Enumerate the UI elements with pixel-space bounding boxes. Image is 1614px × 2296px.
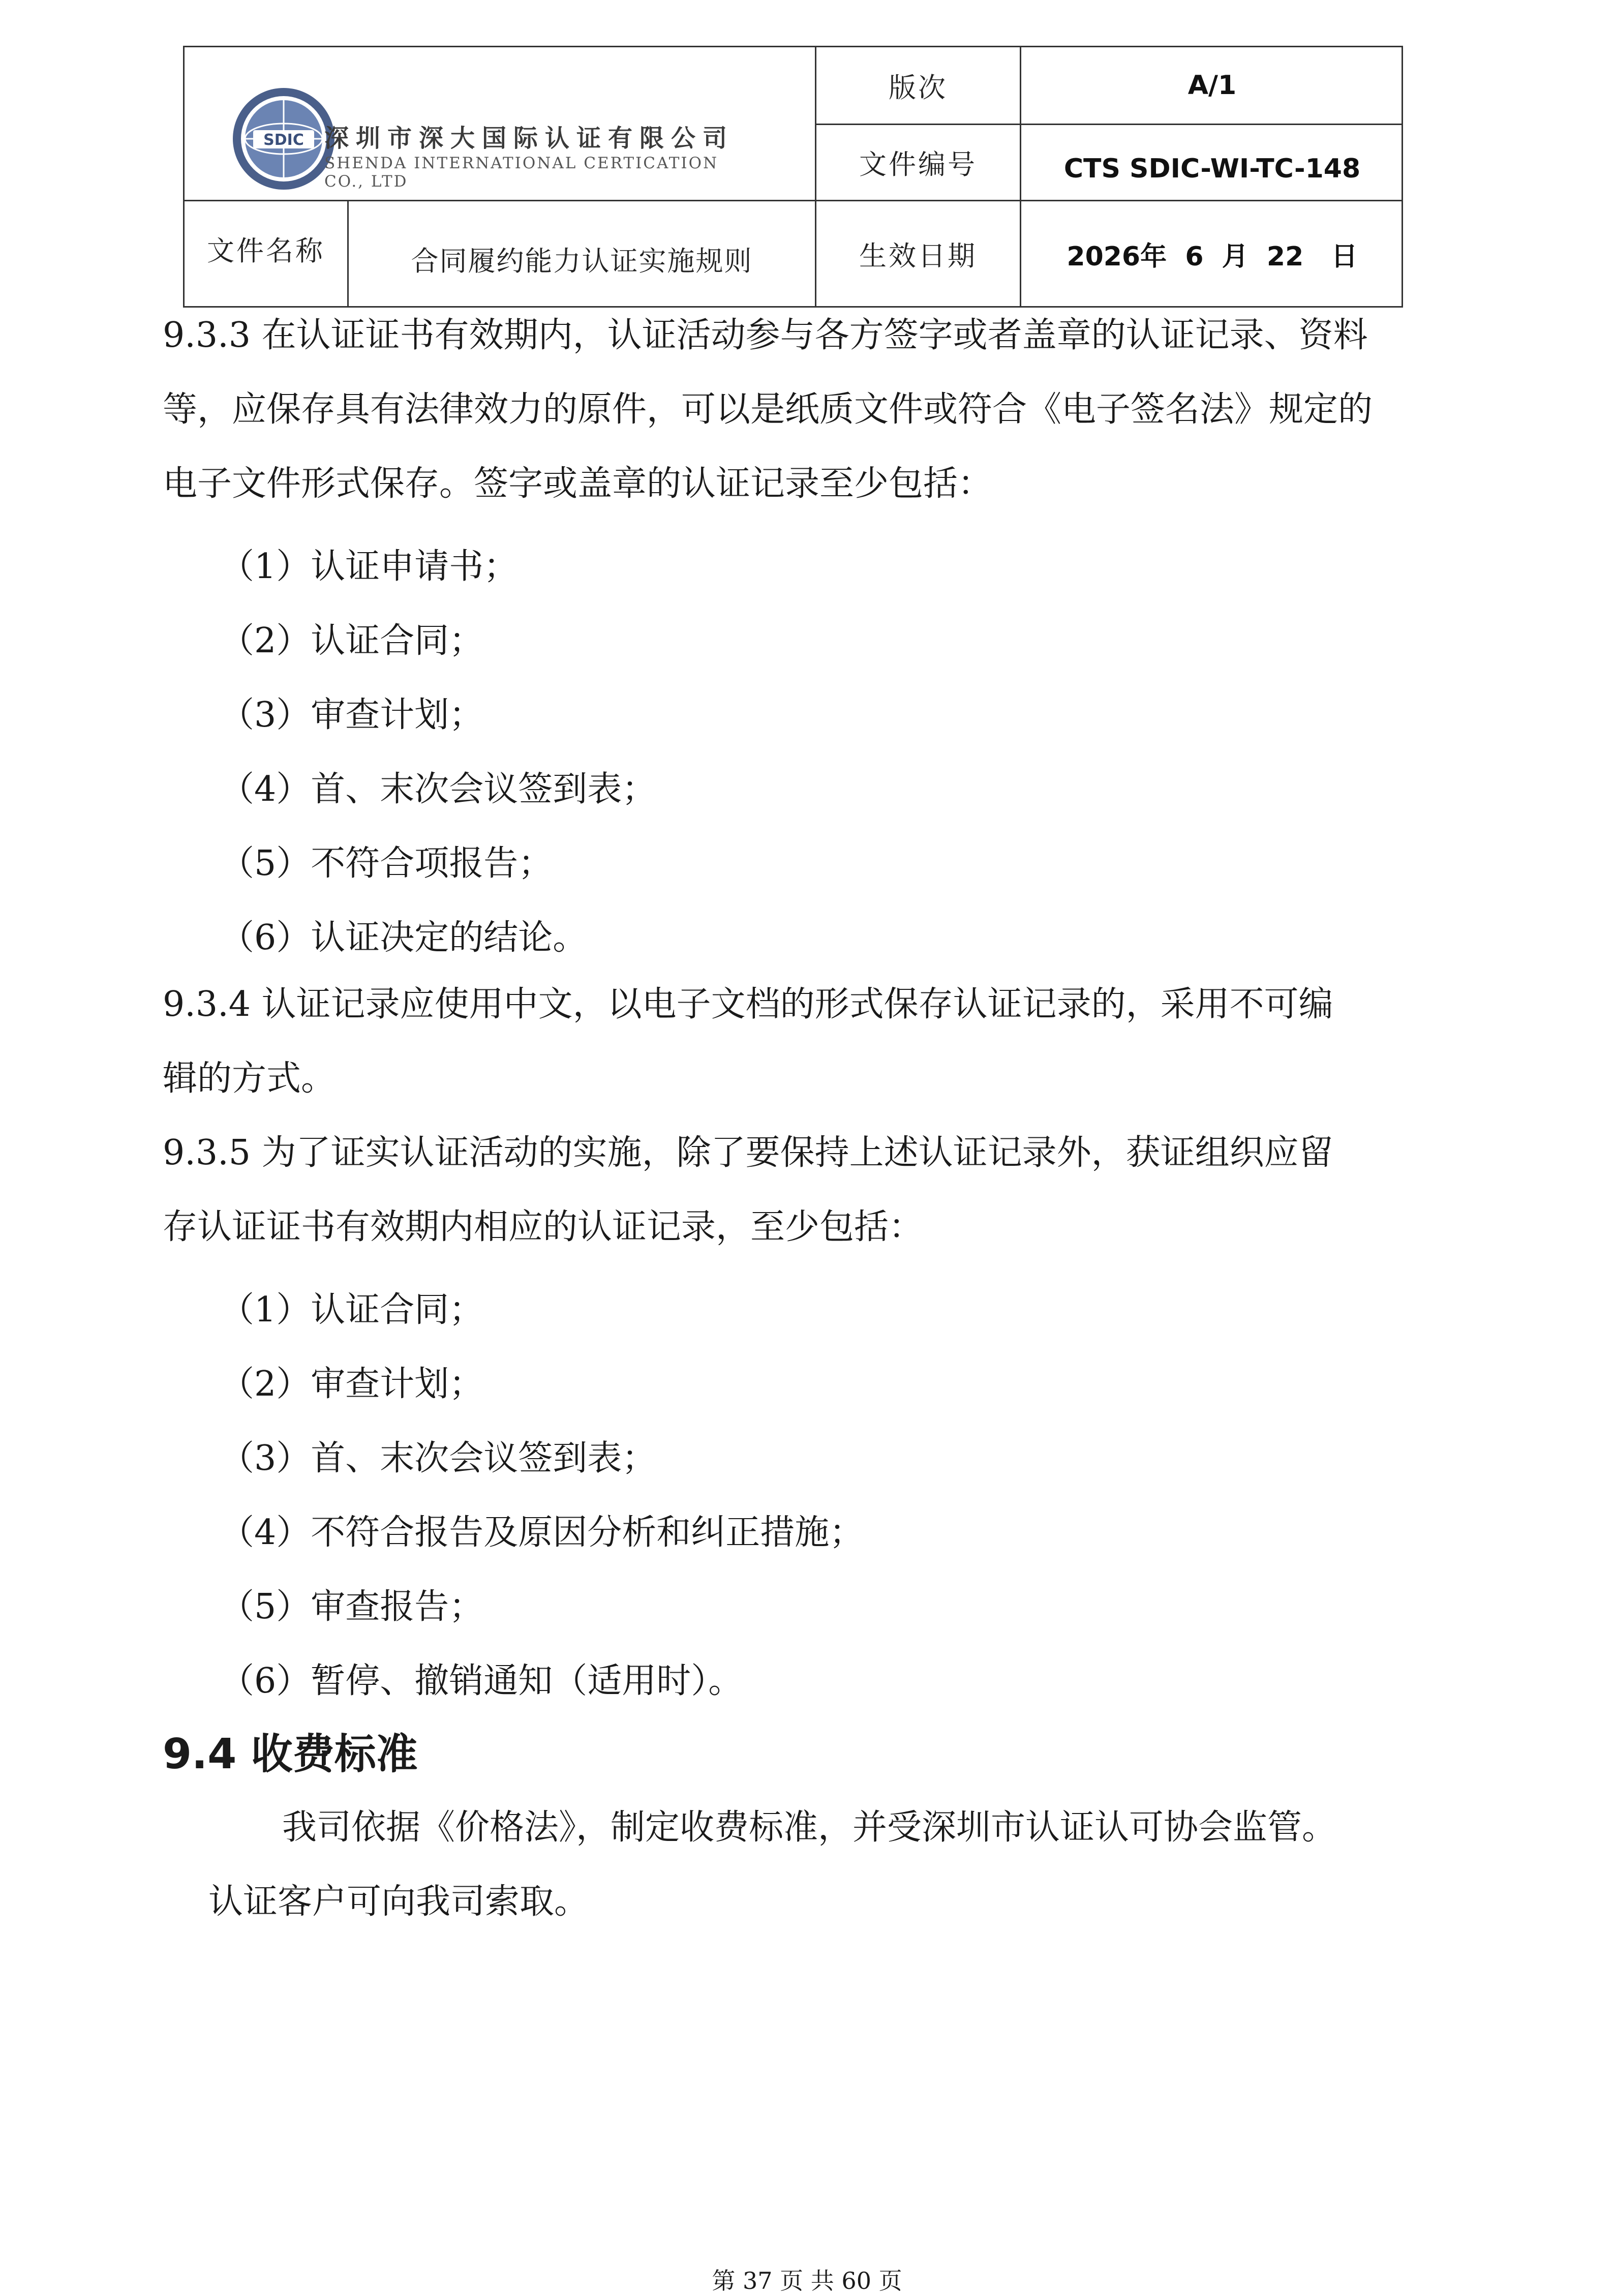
para-934-line1: 9.3.4 认证记录应使用中文，以电子文档的形式保存认证记录的，采用不可编 [163, 984, 1333, 1024]
doc-number-label: 文件编号 [859, 148, 977, 180]
list-item: （6）认证决定的结论。 [220, 918, 588, 958]
para-934-line2: 辑的方式。 [163, 1059, 336, 1099]
list-item: （4）首、末次会议签到表； [220, 769, 657, 809]
para-933-line1: 9.3.3 在认证证书有效期内，认证活动参与各方签字或者盖章的认证记录、资料 [163, 315, 1368, 355]
effective-date-value: 2026年 6 月 22 日 [1067, 241, 1358, 272]
page-number: 第 37 页 共 60 页 [712, 2267, 902, 2294]
doc-name-value: 合同履约能力认证实施规则 [411, 245, 753, 277]
sdic-seal-icon [230, 85, 337, 192]
svg-text:SDIC: SDIC [263, 131, 304, 149]
list-item: （1）认证合同； [220, 1290, 484, 1330]
doc-name-label: 文件名称 [207, 234, 325, 267]
doc-number-value: CTS SDIC-WI-TC-148 [1063, 153, 1361, 184]
list-item: （2）认证合同； [220, 621, 484, 661]
edition-value: A/1 [1187, 70, 1237, 101]
list-item: （4）不符合报告及原因分析和纠正措施； [220, 1513, 864, 1553]
para-933-line3: 电子文件形式保存。签字或盖章的认证记录至少包括： [163, 464, 993, 504]
list-item: （3）首、末次会议签到表； [220, 1438, 657, 1478]
para-94-line2: 认证客户可向我司索取。 [208, 1882, 589, 1922]
list-item: （5）不符合项报告； [220, 843, 553, 884]
edition-label: 版次 [889, 71, 948, 104]
list-item: （1）认证申请书； [220, 547, 519, 587]
effective-date-label: 生效日期 [859, 239, 977, 272]
para-933-line2: 等，应保存具有法律效力的原件，可以是纸质文件或符合《电子签名法》规定的 [163, 389, 1373, 430]
company-name-en: SHENDA INTERNATIONAL CERTICATION CO., LTD [324, 154, 719, 191]
para-935-line1: 9.3.5 为了证实认证活动的实施，除了要保持上述认证记录外，获证组织应留 [163, 1133, 1333, 1173]
company-logo [230, 70, 754, 197]
section-heading-94: 9.4 收费标准 [163, 1730, 418, 1778]
para-94-line1: 我司依据《价格法》，制定收费标准，并受深圳市认证认可协会监管。 [282, 1807, 1337, 1848]
document-header-table [183, 46, 1403, 308]
list-item: （3）审查计划； [220, 695, 484, 735]
para-935-line2: 存认证证书有效期内相应的认证记录，至少包括： [163, 1207, 924, 1247]
list-item: （6）暂停、撤销通知（适用时）。 [220, 1661, 743, 1701]
list-item: （2）审查计划； [220, 1364, 484, 1404]
company-name-cn: 深圳市深大国际认证有限公司 [324, 124, 735, 153]
list-item: （5）审查报告； [220, 1587, 484, 1627]
